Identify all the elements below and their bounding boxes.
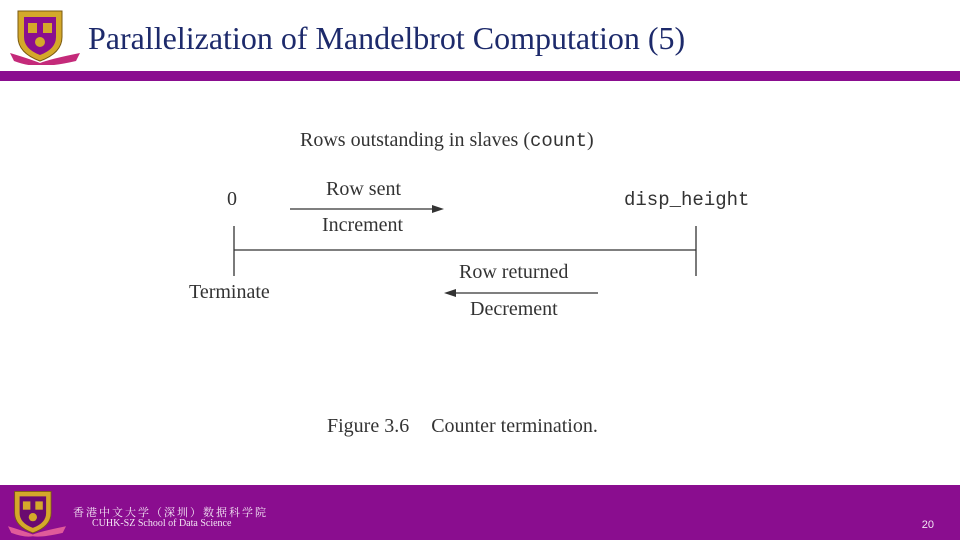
university-crest-icon — [10, 9, 80, 65]
heading-suffix: ) — [587, 129, 594, 151]
institution-name-chinese: 香港中文大学（深圳）数据科学院 — [73, 506, 268, 519]
page-number: 20 — [921, 519, 934, 531]
figure-caption — [327, 415, 598, 438]
counter-termination-diagram — [180, 120, 800, 450]
institution-name-english: CUHK-SZ School of Data Science — [92, 518, 232, 529]
right-value-label: disp_height — [624, 189, 750, 211]
increment-label: Increment — [322, 214, 404, 236]
page-title: Parallelization of Mandelbrot Computation (5) — [88, 20, 686, 56]
left-value-label: 0 — [227, 188, 237, 210]
row-returned-label: Row returned — [459, 261, 569, 283]
header-divider — [0, 71, 960, 81]
slide-header — [0, 0, 960, 72]
heading-code: count — [530, 130, 588, 152]
diagram-heading — [300, 129, 594, 152]
decrement-arrowhead — [444, 289, 456, 297]
slide-footer — [0, 485, 960, 540]
terminate-label: Terminate — [189, 281, 270, 303]
row-sent-label: Row sent — [326, 178, 401, 200]
university-crest-icon — [8, 489, 66, 537]
increment-arrowhead — [432, 205, 444, 213]
caption-text: Counter termination. — [431, 415, 598, 437]
heading-prefix: Rows outstanding in slaves ( — [300, 129, 530, 151]
diagram-lines — [180, 120, 800, 450]
decrement-label: Decrement — [470, 298, 558, 320]
caption-number: Figure 3.6 — [327, 415, 410, 437]
